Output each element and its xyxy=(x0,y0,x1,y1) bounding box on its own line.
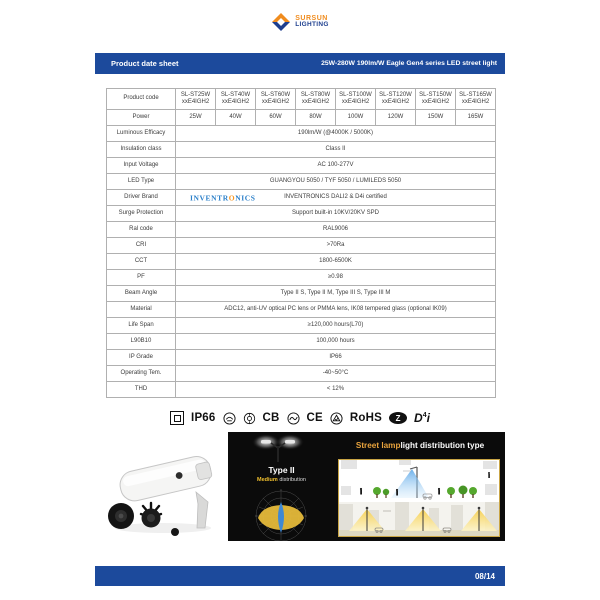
distribution-illustration xyxy=(338,459,500,537)
table-row xyxy=(107,126,496,142)
product-code-cell xyxy=(216,89,256,110)
product-code-cell xyxy=(416,89,456,110)
distribution-subtitle xyxy=(228,477,335,483)
row-label: Input Voltage xyxy=(107,158,176,174)
inventronics-logo: INVENTRONICS xyxy=(190,192,256,202)
header-product-title: 25W-280W 190lm/W Eagle Gen4 series LED street light xyxy=(321,60,497,67)
row-label: Surge Protection xyxy=(107,206,176,222)
product-code-cell xyxy=(256,89,296,110)
row-label: THD xyxy=(107,382,176,398)
table-row xyxy=(107,142,496,158)
tuv-icon xyxy=(243,412,256,425)
row-label: Material xyxy=(107,302,176,318)
page-number: 08/14 xyxy=(474,571,495,581)
row-label: Beam Angle xyxy=(107,286,176,302)
d4i-letter-d: D xyxy=(414,411,423,425)
row-value: < 12% xyxy=(176,382,496,398)
row-value: ≥0.98 xyxy=(176,270,496,286)
table-row-product-code xyxy=(107,89,496,110)
spec-table xyxy=(106,88,496,398)
brand-name: SURSUN xyxy=(295,15,328,23)
distribution-rest: distribution xyxy=(277,477,306,483)
product-code: SL-ST25W xyxy=(180,91,211,98)
product-code-cell xyxy=(176,89,216,110)
class-ii-insulation-icon xyxy=(170,411,184,425)
table-row xyxy=(107,206,496,222)
table-row xyxy=(107,254,496,270)
product-code-suffix: xxE4IGH2 xyxy=(341,99,370,105)
row-value: >70Ra xyxy=(176,238,496,254)
title-highlight: Street lamp xyxy=(355,440,401,450)
footer-bar xyxy=(95,566,505,586)
row-value: INVENTRONICS INVENTRONICS DALI2 & D4i certified xyxy=(176,190,496,206)
product-code: SL-ST150W xyxy=(419,91,452,98)
zhaga-letter: Z xyxy=(395,413,401,423)
product-code-suffix: xxE4IGH2 xyxy=(221,99,250,105)
product-code-cell xyxy=(296,89,336,110)
row-value: RAL9006 xyxy=(176,222,496,238)
power-cell: 100W xyxy=(336,110,376,126)
row-value: Support built-in 10KV/20KV SPD xyxy=(176,206,496,222)
product-code-cell xyxy=(336,89,376,110)
row-label: IP Grade xyxy=(107,350,176,366)
row-label: CRI xyxy=(107,238,176,254)
spec-table-wrap xyxy=(106,88,496,398)
rohs-label: RoHS xyxy=(349,412,383,424)
row-value: 100,000 hours xyxy=(176,334,496,350)
distribution-highlight: Medium xyxy=(257,477,278,483)
brand-logo-icon xyxy=(271,12,291,32)
row-label: LED Type xyxy=(107,174,176,190)
product-code-suffix: xxE4IGH2 xyxy=(421,99,450,105)
title-rest: light distribution type xyxy=(400,440,485,450)
street-scene-day xyxy=(339,460,499,502)
saa-icon xyxy=(287,412,300,425)
table-row xyxy=(107,350,496,366)
product-code: SL-ST80W xyxy=(300,91,331,98)
enec-icon xyxy=(223,412,236,425)
product-code-cell xyxy=(376,89,416,110)
header-bar xyxy=(95,53,505,74)
row-label: Ral code xyxy=(107,222,176,238)
row-label: Insulation class xyxy=(107,142,176,158)
d4i-digit: 4 xyxy=(422,412,427,419)
product-code-suffix: xxE4IGH2 xyxy=(461,99,490,105)
power-cell: 60W xyxy=(256,110,296,126)
header-doc-type: Product date sheet xyxy=(111,59,179,68)
distribution-panel xyxy=(335,432,505,541)
row-value: AC 100-277V xyxy=(176,158,496,174)
power-cell: 25W xyxy=(176,110,216,126)
zhaga-icon xyxy=(389,412,407,424)
product-code: SL-ST40W xyxy=(220,91,251,98)
distribution-panel-title xyxy=(335,432,505,458)
power-cell: 80W xyxy=(296,110,336,126)
row-label: Operating Tem. xyxy=(107,366,176,382)
row-label: Driver Brand xyxy=(107,190,176,206)
ce-label: CE xyxy=(306,412,323,424)
row-label: Power xyxy=(107,110,176,126)
row-value: 1800-6500K xyxy=(176,254,496,270)
table-row xyxy=(107,222,496,238)
d4i-letter-i: i xyxy=(426,411,430,425)
cb-label: CB xyxy=(262,412,280,424)
product-photo xyxy=(98,440,228,540)
table-row xyxy=(107,270,496,286)
product-code-suffix: xxE4IGH2 xyxy=(381,99,410,105)
product-code-suffix: xxE4IGH2 xyxy=(301,99,330,105)
product-code-suffix: xxE4IGH2 xyxy=(261,99,290,105)
product-code: SL-ST120W xyxy=(379,91,412,98)
row-value: ≥120,000 hours(L70) xyxy=(176,318,496,334)
distribution-type-label: Type II xyxy=(268,465,295,475)
rcm-icon xyxy=(330,412,343,425)
table-row xyxy=(107,382,496,398)
row-label: Product code xyxy=(107,89,176,110)
brand-logo xyxy=(0,12,600,32)
d4i-icon xyxy=(414,411,430,425)
table-row xyxy=(107,158,496,174)
power-cell: 120W xyxy=(376,110,416,126)
table-row xyxy=(107,302,496,318)
row-label: CCT xyxy=(107,254,176,270)
street-scene-night xyxy=(339,502,499,536)
row-value: -40~50°C xyxy=(176,366,496,382)
power-cell: 165W xyxy=(456,110,496,126)
photometric-panel xyxy=(228,432,335,541)
row-label: Life Span xyxy=(107,318,176,334)
table-row xyxy=(107,286,496,302)
product-code-cell xyxy=(456,89,496,110)
product-code: SL-ST60W xyxy=(260,91,291,98)
table-row xyxy=(107,238,496,254)
power-cell: 150W xyxy=(416,110,456,126)
row-label: PF xyxy=(107,270,176,286)
product-code-suffix: xxE4IGH2 xyxy=(181,99,210,105)
table-row xyxy=(107,318,496,334)
row-value: ADC12, anti-UV optical PC lens or PMMA lens, IK08 tempered glass (optional IK09) xyxy=(176,302,496,318)
table-row xyxy=(107,174,496,190)
row-value: GUANGYOU 5050 / TYF 5050 / LUMILEDS 5050 xyxy=(176,174,496,190)
product-code: SL-ST100W xyxy=(339,91,372,98)
table-row xyxy=(107,366,496,382)
row-label: Luminous Efficacy xyxy=(107,126,176,142)
row-value: Type II S, Type II M, Type III S, Type III M xyxy=(176,286,496,302)
ip66-label: IP66 xyxy=(191,412,216,424)
table-row-power xyxy=(107,110,496,126)
certification-row xyxy=(95,405,505,431)
table-row xyxy=(107,190,496,206)
row-value: 190lm/W (@4000K / 5000K) xyxy=(176,126,496,142)
row-value: IP66 xyxy=(176,350,496,366)
power-cell: 40W xyxy=(216,110,256,126)
photometric-graphic xyxy=(228,432,335,541)
brand-subtitle: LIGHTING xyxy=(295,21,329,29)
row-value: Class II xyxy=(176,142,496,158)
table-row xyxy=(107,334,496,350)
product-code: SL-ST165W xyxy=(459,91,492,98)
row-label: L90B10 xyxy=(107,334,176,350)
